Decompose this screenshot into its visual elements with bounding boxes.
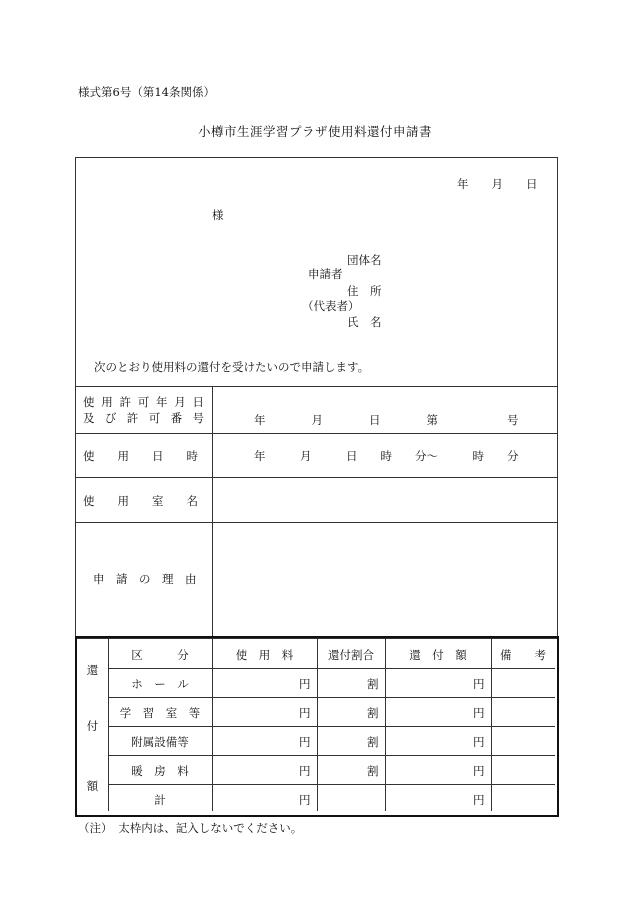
row-fee-unit: 円	[299, 706, 311, 720]
reason-label: 申 請 の 理 由	[93, 572, 197, 586]
refund-table	[75, 636, 559, 817]
representative-label: （代表者）	[302, 299, 360, 313]
row-ratio-unit: 割	[367, 677, 379, 691]
row-ratio-unit: 割	[367, 735, 379, 749]
side-label-refund-3: 額	[86, 779, 99, 793]
form-number: 様式第6号（第14条関係）	[78, 85, 215, 99]
address-label: 住 所	[347, 284, 382, 298]
row-fee-unit: 円	[299, 735, 311, 749]
name-label: 氏 名	[347, 315, 382, 329]
applicant-label: 申請者	[308, 267, 343, 281]
usage-datetime-label: 使 用 日 時	[83, 449, 198, 463]
permit-label-line1: 使用許可年月日	[83, 395, 207, 409]
header-refund-ratio: 還付割合	[328, 648, 374, 662]
date-field[interactable]: 年 月 日	[457, 177, 538, 191]
header-remarks: 備 考	[500, 648, 546, 662]
permit-label-line2: 及び許可番号	[83, 411, 207, 425]
row-refund-unit: 円	[473, 793, 485, 807]
row-fee-unit: 円	[299, 677, 311, 691]
row-refund-unit: 円	[473, 764, 485, 778]
row-ratio-unit: 割	[367, 764, 379, 778]
row-ratio-unit: 割	[367, 706, 379, 720]
row-fee-unit: 円	[299, 793, 311, 807]
application-box	[75, 157, 558, 639]
row-refund-unit: 円	[473, 677, 485, 691]
row-fee-unit: 円	[299, 764, 311, 778]
form-title: 小樽市生涯学習プラザ使用料還付申請書	[197, 124, 432, 139]
row-category: 暖 房 料	[131, 764, 189, 778]
reason-field[interactable]	[213, 523, 556, 636]
room-name-label: 使 用 室 名	[83, 494, 198, 508]
usage-datetime-field[interactable]: 年 月 日 時 分〜 時 分	[254, 449, 519, 463]
header-fee: 使 用 料	[235, 648, 294, 662]
row-category: 附属設備等	[131, 735, 189, 749]
footnote: （注） 太枠内は、記入しないでください。	[78, 821, 303, 835]
permit-value-field[interactable]: 年 月 日 第 号	[254, 413, 519, 427]
row-category-total: 計	[154, 793, 166, 807]
header-category: 区 分	[131, 648, 189, 662]
side-label-refund-2: 付	[86, 719, 99, 733]
addressee-label: 様	[212, 208, 224, 222]
room-name-field[interactable]	[213, 478, 556, 522]
statement-text: 次のとおり使用料の還付を受けたいので申請します。	[94, 360, 370, 374]
row-refund-unit: 円	[473, 706, 485, 720]
row-category: ホ ー ル	[131, 677, 189, 691]
header-refund-amount: 還 付 額	[409, 648, 467, 662]
row-refund-unit: 円	[473, 735, 485, 749]
row-category: 学 習 室 等	[119, 706, 201, 720]
side-label-refund-1: 還	[86, 663, 99, 677]
org-name-label: 団体名	[347, 253, 382, 267]
